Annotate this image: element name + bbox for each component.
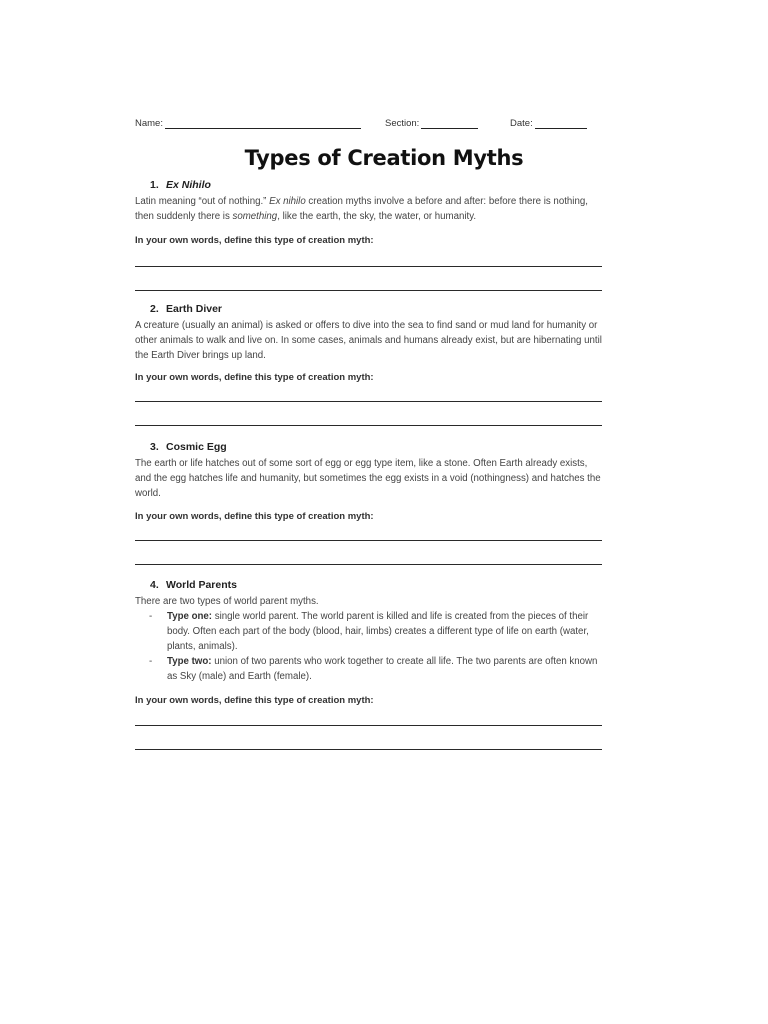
bullet-item	[135, 654, 605, 684]
section-heading	[135, 302, 605, 316]
answer-line[interactable]	[135, 290, 602, 291]
definition-prompt: In your own words, define this type of creation myth:	[135, 695, 374, 706]
section-number: 1.	[150, 179, 159, 191]
section-description: The earth or life hatches out of some sort of egg or egg type item, like a stone. Often Earth already exists, and the egg hatches life and humanity, but sometimes the egg exists in a void (nothingness) and hatches the world.	[135, 458, 601, 499]
section-field	[385, 118, 478, 129]
bullet-item	[135, 609, 605, 654]
section-title: World Parents	[166, 579, 237, 591]
section-blank-line	[421, 119, 478, 129]
section-earth-diver	[135, 302, 605, 426]
answer-line[interactable]	[135, 401, 602, 402]
name-label: Name:	[135, 118, 163, 129]
bullet-label: Type one:	[167, 611, 213, 622]
section-description: A creature (usually an animal) is asked or offers to dive into the sea to find sand or mud land for humanity or other animals to walk and live on. In some cases, animals and humans already exist, but are hibernating until the Earth Diver brings up land.	[135, 320, 602, 361]
section-number: 2.	[150, 303, 159, 315]
section-description	[135, 194, 605, 224]
definition-prompt: In your own words, define this type of creation myth:	[135, 372, 374, 383]
section-heading	[135, 178, 605, 192]
name-blank-line	[165, 119, 361, 129]
section-cosmic-egg	[135, 440, 605, 565]
answer-line[interactable]	[135, 564, 602, 565]
date-label: Date:	[510, 118, 533, 129]
bullet-dash: -	[149, 611, 153, 622]
bullet-list	[135, 609, 605, 684]
description-text: Latin meaning “out of nothing.”	[135, 196, 270, 207]
date-field	[510, 118, 587, 129]
name-field	[135, 118, 361, 129]
description-italic-term: Ex nihilo	[269, 196, 306, 207]
date-blank-line	[535, 119, 587, 129]
answer-line[interactable]	[135, 540, 602, 541]
description-italic-term: something	[232, 211, 278, 222]
page-title: Types of Creation Myths	[244, 146, 524, 170]
section-world-parents	[135, 578, 605, 750]
section-title: Ex Nihilo	[166, 179, 211, 191]
answer-line[interactable]	[135, 749, 602, 750]
definition-prompt: In your own words, define this type of creation myth:	[135, 511, 374, 522]
description-text: , like the earth, the sky, the water, or humanity.	[277, 211, 477, 222]
section-description: There are two types of world parent myths.	[135, 596, 319, 607]
section-label: Section:	[385, 118, 420, 129]
answer-line[interactable]	[135, 725, 602, 726]
bullet-text: single world parent. The world parent is killed and life is created from the pieces of their body. Often each part of the body (blood, hair, limbs) creates a different type of life on earth (water, plants, animals).	[167, 611, 589, 652]
description-text: creation myths involve a before and after: before there is nothing, then suddenly there is	[135, 196, 588, 222]
section-title: Cosmic Egg	[166, 441, 227, 453]
definition-prompt: In your own words, define this type of creation myth:	[135, 235, 374, 246]
bullet-dash: -	[149, 656, 153, 667]
section-title: Earth Diver	[166, 303, 223, 315]
section-ex-nihilo	[135, 178, 605, 291]
answer-line[interactable]	[135, 425, 602, 426]
answer-line[interactable]	[135, 266, 602, 267]
bullet-text: union of two parents who work together to create all life. The two parents are often known as Sky (male) and Earth (female).	[167, 656, 598, 682]
section-number: 3.	[150, 441, 159, 453]
section-heading	[135, 578, 605, 592]
bullet-label: Type two:	[167, 656, 212, 667]
section-number: 4.	[150, 579, 159, 591]
section-heading	[135, 440, 605, 454]
